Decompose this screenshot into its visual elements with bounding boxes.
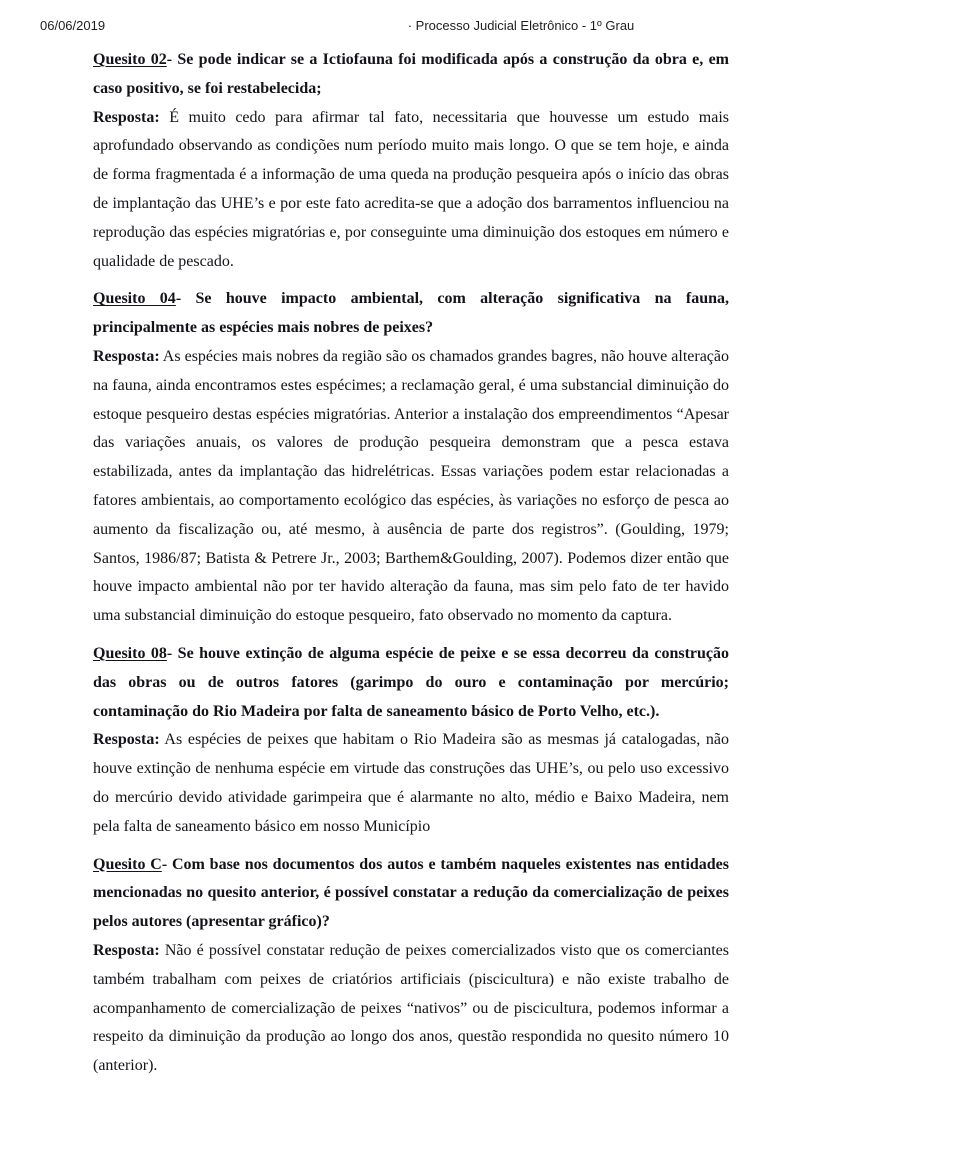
header-title: · Processo Judicial Eletrônico - 1º Grau [407, 18, 635, 33]
quesito-question-text: - Com base nos documentos dos autos e também naqueles existentes nas entidades mencionadas no quesito anterior, é possível constatar a redução da comercialização de peixes pelos autores (apresentar gráfico)? [93, 855, 730, 931]
quesito-answer [93, 937, 729, 1081]
quesito-question [93, 285, 729, 343]
resposta-text: As espécies mais nobres da região são os chamados grandes bagres, não houve alteração na fauna, ainda encontramos estes espécimes; a reclamação geral, é uma substancial diminuição do estoque pesqueiro destas espécies migratórias. Anterior a instalação dos empreendimentos “Apesar das variações anuais, os valores de produção pesqueira demonstram que a pesca estava estabilizada, antes da implantação das hidrelétricas. Essas variações podem estar relacionadas a fatores ambientais, ao comportamento ecológico das espécies, às variações no esforço de pesca ao aumento da fiscalização ou, até mesmo, à ausência de parte dos registros”. (Goulding, 1979; Santos, 1986/87; Batista & Petrere Jr., 2003; Barthem&Goulding, 2007). Podemos dizer então que houve impacto ambiental não por ter havido alteração da fauna, mas sim pelo fato de ter havido uma substancial diminuição do estoque pesqueiro, fato observado no momento da captura. [93, 347, 729, 625]
resposta-text: É muito cedo para afirmar tal fato, necessitaria que houvesse um estudo mais aprofundado observando as condições num período muito mais longo. O que se tem hoje, e ainda de forma fragmentada é a informação de uma queda na produção pesqueira após o início das obras de implantação das UHE’s e por este fato acredita-se que a adoção dos barramentos influenciou na reprodução das espécies migratórias e, por conseguinte uma diminuição dos estoques em número e qualidade de pescado. [93, 108, 729, 270]
quesito-answer [93, 343, 729, 631]
quesito-block-quesito-04 [93, 285, 729, 631]
header-date: 06/06/2019 [40, 18, 106, 33]
resposta-label: Resposta: [93, 941, 160, 959]
quesito-label: Quesito 02 [93, 51, 167, 68]
resposta-label: Resposta: [93, 108, 160, 126]
quesito-question [93, 640, 729, 726]
quesito-question-text: - Se houve extinção de alguma espécie de peixe e se essa decorreu da construção das obras ou de outros fatores (garimpo do ouro e contaminação por mercúrio; contaminação do Rio Madeira por falta de saneamento básico de Porto Velho, etc.). [93, 644, 729, 720]
quesito-question [93, 46, 729, 104]
page-header [0, 0, 960, 46]
quesito-question [93, 851, 729, 937]
resposta-label: Resposta: [93, 731, 160, 749]
resposta-label: Resposta: [93, 347, 160, 365]
quesito-label: Quesito 04 [93, 290, 176, 308]
document-body [93, 46, 729, 1081]
quesito-label: Quesito C [93, 855, 162, 873]
quesito-block-quesito-c [93, 851, 729, 1081]
quesito-question-text: - Se pode indicar se a Ictiofauna foi modificada após a construção da obra e, em caso positivo, se foi restabelecida; [93, 51, 730, 97]
quesito-label: Quesito 08 [93, 644, 167, 662]
quesito-question-text: - Se houve impacto ambiental, com alteração significativa na fauna, principalmente as espécies mais nobres de peixes? [93, 290, 730, 337]
quesito-answer [93, 726, 729, 841]
quesito-block-quesito-08 [93, 640, 729, 842]
quesito-answer [93, 104, 729, 277]
resposta-text: As espécies de peixes que habitam o Rio Madeira são as mesmas já catalogadas, não houve extinção de nenhuma espécie em virtude das construções das UHE’s, ou pelo uso excessivo do mercúrio devido atividade garimpeira que é alarmante no alto, médio e Baixo Madeira, nem pela falta de saneamento básico em nosso Município [93, 731, 729, 835]
resposta-text: Não é possível constatar redução de peixes comercializados visto que os comerciantes também trabalham com peixes de criatórios artificiais (piscicultura) e não existe trabalho de acompanhamento de comercialização de peixes “nativos” ou de piscicultura, podemos informar a respeito da diminuição da produção ao longo dos anos, questão respondida no quesito número 10 (anterior). [93, 941, 729, 1075]
quesito-block-quesito-02 [93, 46, 729, 276]
